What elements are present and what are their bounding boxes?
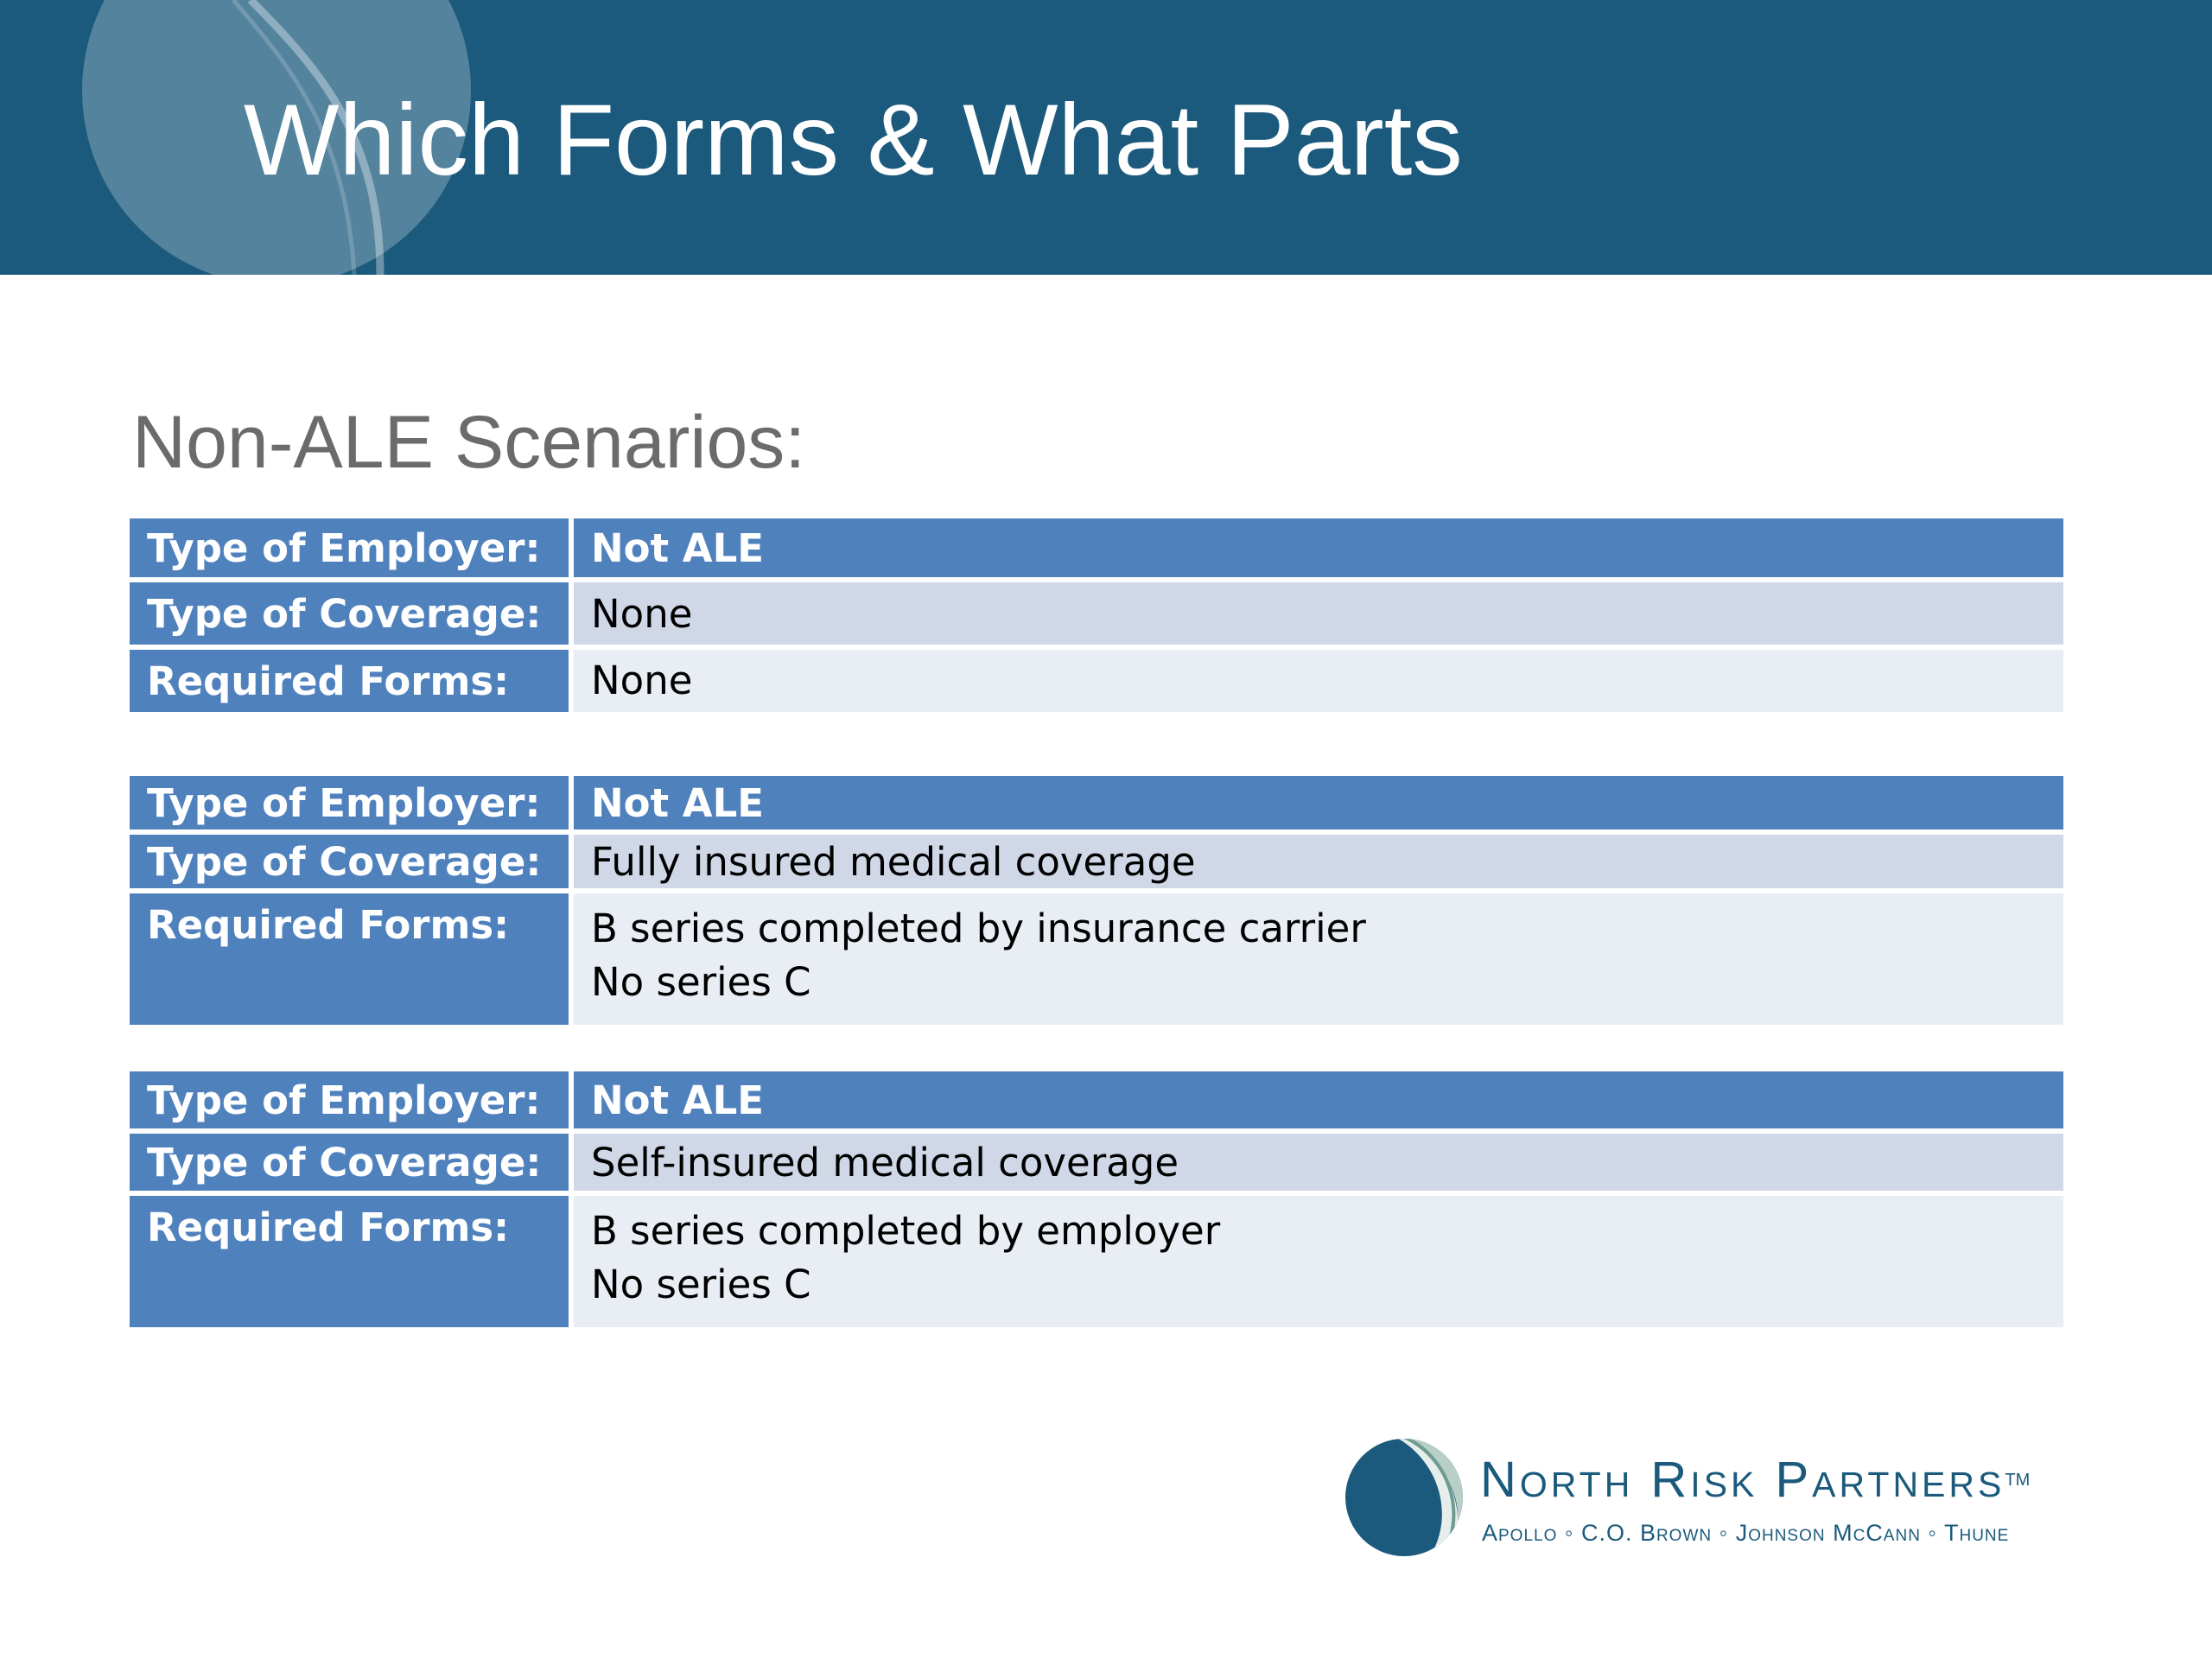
forms-line: None bbox=[591, 658, 693, 703]
coverage-row bbox=[130, 835, 2063, 888]
forms-line: No series C bbox=[591, 959, 811, 1005]
forms-line: B series completed by insurance carrier bbox=[591, 906, 1366, 951]
slide-title: Which Forms & What Parts bbox=[244, 83, 1463, 196]
slide-header bbox=[0, 0, 2212, 275]
employer-label: Type of Employer: bbox=[130, 1071, 574, 1128]
logo-name-text: North Risk Partners bbox=[1480, 1452, 2005, 1508]
forms-label: Required Forms: bbox=[130, 650, 574, 712]
forms-value bbox=[574, 1196, 2063, 1327]
forms-label: Required Forms: bbox=[130, 893, 574, 1025]
section-heading: Non-ALE Scenarios: bbox=[132, 401, 806, 484]
employer-value: Not ALE bbox=[574, 776, 2063, 830]
forms-label: Required Forms: bbox=[130, 1196, 574, 1327]
forms-row bbox=[130, 1196, 2063, 1327]
forms-value bbox=[574, 893, 2063, 1025]
logo-company-name bbox=[1480, 1450, 2030, 1510]
coverage-value: Fully insured medical coverage bbox=[574, 835, 2063, 888]
scenario-table-2 bbox=[130, 771, 2063, 1030]
logo-subtitle: Apollo ◦ C.O. Brown ◦ Johnson McCann ◦ Thune bbox=[1482, 1520, 2010, 1546]
coverage-value: None bbox=[574, 582, 2063, 645]
company-logo bbox=[1344, 1434, 2121, 1564]
forms-row bbox=[130, 893, 2063, 1025]
coverage-label: Type of Coverage: bbox=[130, 1134, 574, 1191]
logo-mark-icon bbox=[1344, 1437, 1465, 1558]
employer-label: Type of Employer: bbox=[130, 776, 574, 830]
trademark-mark: TM bbox=[2005, 1471, 2031, 1490]
forms-line: B series completed by employer bbox=[591, 1208, 1221, 1254]
scenario-table-1 bbox=[130, 513, 2063, 717]
employer-row bbox=[130, 518, 2063, 577]
scenario-table-3 bbox=[130, 1066, 2063, 1332]
employer-value: Not ALE bbox=[574, 1071, 2063, 1128]
forms-value bbox=[574, 650, 2063, 712]
employer-label: Type of Employer: bbox=[130, 518, 574, 577]
employer-value: Not ALE bbox=[574, 518, 2063, 577]
coverage-label: Type of Coverage: bbox=[130, 835, 574, 888]
employer-row bbox=[130, 776, 2063, 830]
forms-row bbox=[130, 650, 2063, 712]
forms-line: No series C bbox=[591, 1262, 811, 1307]
coverage-label: Type of Coverage: bbox=[130, 582, 574, 645]
employer-row bbox=[130, 1071, 2063, 1128]
coverage-row bbox=[130, 582, 2063, 645]
coverage-value: Self-insured medical coverage bbox=[574, 1134, 2063, 1191]
coverage-row bbox=[130, 1134, 2063, 1191]
